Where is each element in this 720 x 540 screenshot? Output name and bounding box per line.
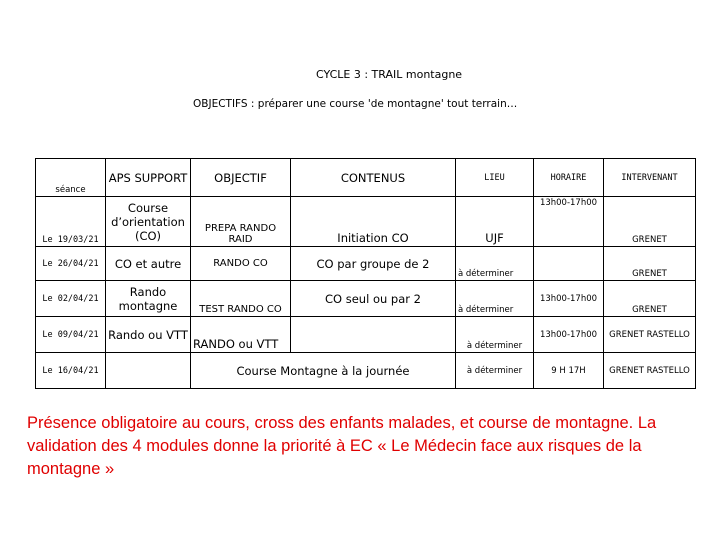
header-lieu: LIEU: [456, 159, 534, 197]
table-row: [36, 317, 696, 353]
row-lieu: UJF: [456, 197, 534, 247]
table-row: [36, 247, 696, 281]
row-horaire: [534, 247, 604, 281]
row-seance: Le 02/04/21: [36, 281, 106, 317]
row-seance: Le 19/03/21: [36, 197, 106, 247]
table-row: [36, 353, 696, 389]
row-aps: Rando montagne: [106, 281, 191, 317]
header-aps: APS SUPPORT: [106, 159, 191, 197]
header-intervenant: INTERVENANT: [604, 159, 696, 197]
row-objectif: TEST RANDO CO: [191, 281, 291, 317]
row-aps: CO et autre: [106, 247, 191, 281]
row-horaire: 13h00-17h00: [534, 197, 604, 247]
row-intervenant: GRENET RASTELLO: [604, 317, 696, 353]
row-seance: Le 09/04/21: [36, 317, 106, 353]
attendance-notice: Présence obligatoire au cours, cross des enfants malades, et course de montagne. La validation des 4 modules donne la priorité à EC « Le Médecin face aux risques de la montagne »: [27, 414, 657, 478]
row-aps: Rando ou VTT: [106, 317, 191, 353]
schedule-table: [35, 158, 696, 389]
row-horaire: 9 H 17H: [534, 353, 604, 389]
table-row: [36, 281, 696, 317]
row-objectif: Course Montagne à la journée: [191, 353, 456, 389]
header-seance: séance: [36, 159, 106, 197]
row-horaire: 13h00-17h00: [534, 281, 604, 317]
row-lieu: à déterminer: [456, 281, 534, 317]
row-aps: Course d’orientation (CO): [106, 197, 191, 247]
header-contenus: CONTENUS: [291, 159, 456, 197]
row-contenus: [291, 317, 456, 353]
row-intervenant: GRENET: [604, 281, 696, 317]
row-intervenant: GRENET: [604, 247, 696, 281]
row-seance: Le 16/04/21: [36, 353, 106, 389]
row-seance: Le 26/04/21: [36, 247, 106, 281]
row-lieu: à déterminer: [456, 353, 534, 389]
row-horaire: 13h00-17h00: [534, 317, 604, 353]
objectives-line: OBJECTIFS : préparer une course 'de montagne' tout terrain…: [193, 98, 518, 110]
row-contenus: Initiation CO: [291, 197, 456, 247]
table-row: [36, 197, 696, 247]
row-objectif: PREPA RANDO RAID: [191, 197, 291, 247]
row-contenus: CO seul ou par 2: [291, 281, 456, 317]
header-horaire: HORAIRE: [534, 159, 604, 197]
row-objectif: RANDO ou VTT: [191, 317, 291, 353]
row-aps: [106, 353, 191, 389]
page-title: CYCLE 3 : TRAIL montagne: [316, 68, 463, 81]
header-objectif: OBJECTIF: [191, 159, 291, 197]
row-contenus: CO par groupe de 2: [291, 247, 456, 281]
row-lieu: à déterminer: [456, 317, 534, 353]
header-row: [36, 159, 696, 197]
row-objectif: RANDO CO: [191, 247, 291, 281]
row-intervenant: GRENET: [604, 197, 696, 247]
row-intervenant: GRENET RASTELLO: [604, 353, 696, 389]
row-lieu: à déterminer: [456, 247, 534, 281]
